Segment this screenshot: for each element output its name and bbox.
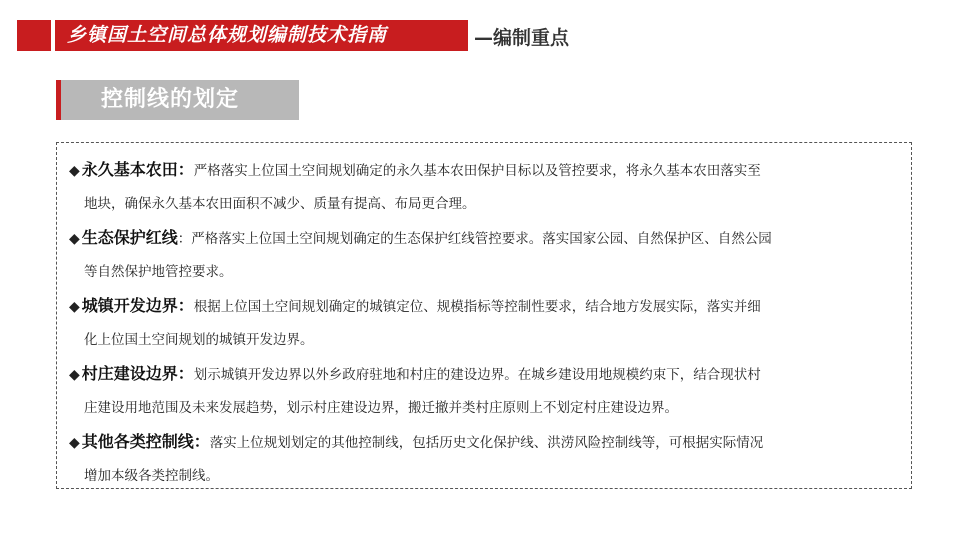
diamond-bullet-icon: ◆ xyxy=(69,231,80,247)
diamond-bullet-icon: ◆ xyxy=(69,435,80,451)
list-item-urban-boundary xyxy=(69,289,899,357)
item-text: 严格落实上位国土空间规划确定的永久基本农田保护目标以及管控要求，将永久基本农田落实至 xyxy=(193,163,761,179)
list-item-village-boundary xyxy=(69,357,899,425)
item-heading: 永久基本农田： xyxy=(81,160,194,179)
item-text-continued: 化上位国土空间规划的城镇开发边界。 xyxy=(84,332,314,348)
header-bar xyxy=(17,20,468,51)
header-accent-block xyxy=(17,20,51,51)
header-subtitle: —编制重点 xyxy=(474,27,570,49)
content-box xyxy=(56,142,912,489)
item-text-continued: 增加本级各类控制线。 xyxy=(84,468,219,484)
item-list xyxy=(69,153,899,493)
section-tab xyxy=(56,80,299,120)
item-heading: 其他各类控制线： xyxy=(81,432,210,451)
item-text-continued: 庄建设用地范围及未来发展趋势，划示村庄建设边界，搬迁撤并类村庄原则上不划定村庄建设边界。 xyxy=(84,400,678,416)
list-item-other-lines xyxy=(69,425,899,493)
item-heading: 生态保护红线 xyxy=(81,228,178,247)
list-item-farmland xyxy=(69,153,899,221)
item-text: 划示城镇开发边界以外乡政府驻地和村庄的建设边界。在城乡建设用地规模约束下，结合现状村 xyxy=(193,367,761,383)
item-heading: 城镇开发边界： xyxy=(81,296,194,315)
item-heading: 村庄建设边界： xyxy=(81,364,194,383)
diamond-bullet-icon: ◆ xyxy=(69,299,80,315)
item-text-continued: 等自然保护地管控要求。 xyxy=(84,264,233,280)
diamond-bullet-icon: ◆ xyxy=(69,367,80,383)
item-text: 根据上位国土空间规划确定的城镇定位、规模指标等控制性要求，结合地方发展实际，落实并细 xyxy=(193,299,761,315)
header-title: 乡镇国土空间总体规划编制技术指南 xyxy=(55,20,468,51)
diamond-bullet-icon: ◆ xyxy=(69,163,80,179)
item-text: ：严格落实上位国土空间规划确定的生态保护红线管控要求。落实国家公园、自然保护区、自然公园 xyxy=(177,231,772,247)
list-item-ecology xyxy=(69,221,899,289)
item-text-continued: 地块，确保永久基本农田面积不减少、质量有提高、布局更合理。 xyxy=(84,196,476,212)
item-text: 落实上位规划划定的其他控制线，包括历史文化保护线、洪涝风险控制线等，可根据实际情况 xyxy=(209,435,764,451)
section-title: 控制线的划定 xyxy=(101,87,240,112)
